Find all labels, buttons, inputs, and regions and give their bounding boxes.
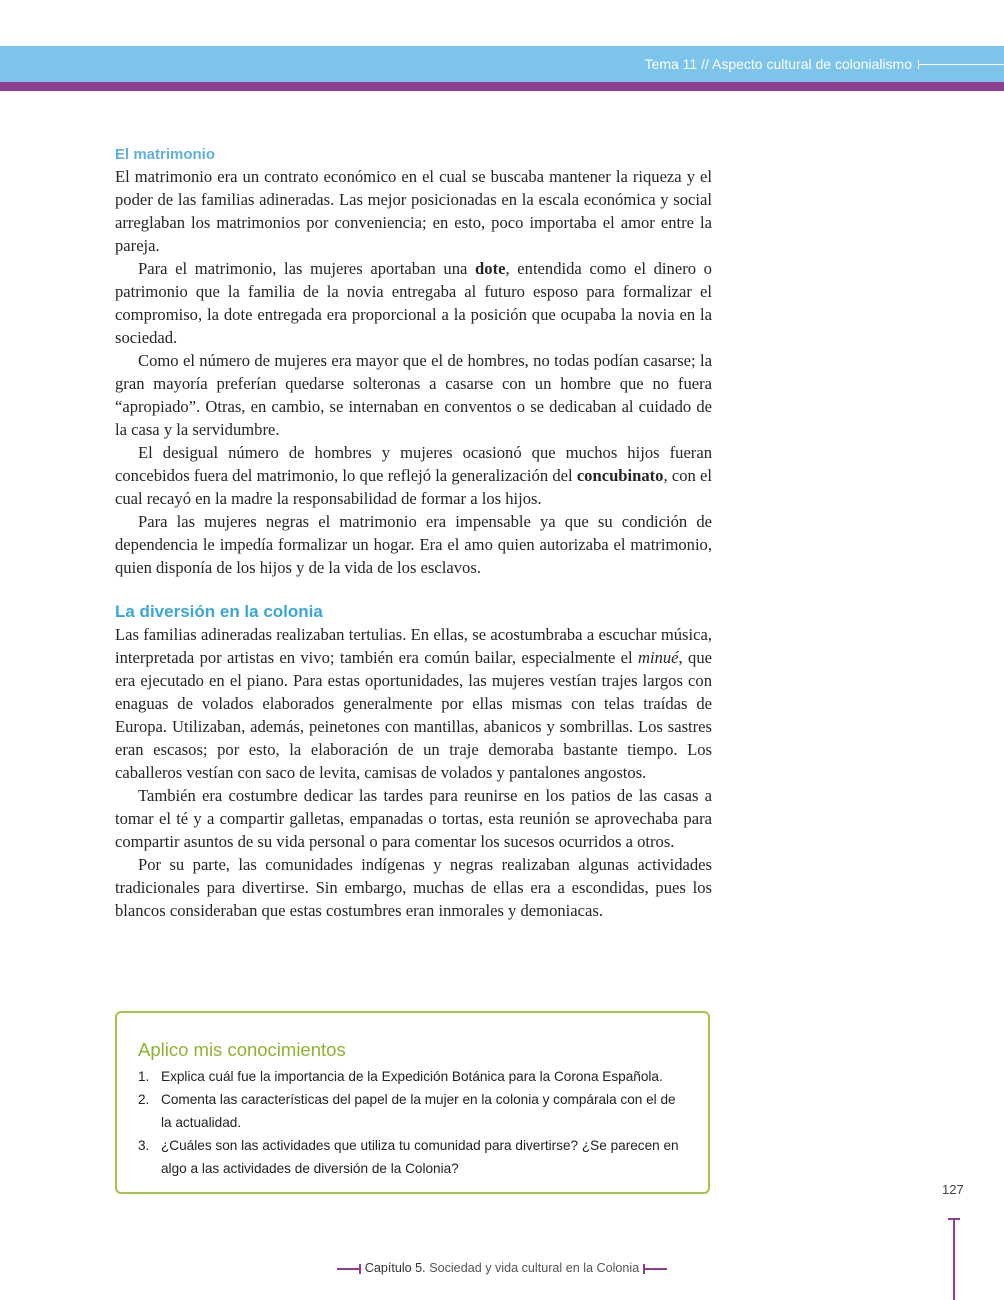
activity-box: [115, 1011, 710, 1194]
header-stripe: [0, 82, 1004, 91]
activity-title: Aplico mis conocimientos: [138, 1039, 346, 1060]
paragraph: El desigual número de hombres y mujeres ocasionó que muchos hijos fueran concebidos fuera del matrimonio, lo que reflejó la generalización del concubinato, con el cual recayó en la madre la responsabilidad de formar a los hijos.: [115, 443, 712, 508]
term-concubinato: concubinato: [576, 466, 664, 485]
header-title: Tema 11 // Aspecto cultural de colonialismo: [644, 56, 912, 72]
activity-list: [138, 1065, 688, 1180]
section-heading-matrimonio: El matrimonio: [115, 146, 216, 163]
footer: [0, 1261, 1004, 1275]
spacer: [115, 579, 712, 601]
footer-title: Sociedad y vida cultural en la Colonia: [429, 1261, 640, 1275]
term-minue: minué: [637, 648, 679, 667]
paragraph: Por su parte, las comunidades indígenas y negras realizaban algunas actividades tradicionales para divertirse. Sin embargo, muchas de ellas era a escondidas, pues los blancos consideraban que estas costumbres eran inmorales y demoniacas.: [115, 855, 712, 920]
page-number: 127: [942, 1182, 964, 1197]
side-line: [953, 1218, 955, 1300]
footer-bar-left: [337, 1268, 361, 1270]
section-heading-diversion: La diversión en la colonia: [115, 602, 323, 621]
paragraph: Para el matrimonio, las mujeres aportaban una dote, entendida como el dinero o patrimonio que la familia de la novia entregaba al futuro esposo para formalizar el compromiso, la dote entregada era proporcional a la posición que ocupaba la novia en la sociedad.: [115, 259, 712, 347]
paragraph: También era costumbre dedicar las tardes para reunirse en los patios de las casas a tomar el té y a compartir galletas, empanadas o tortas, esta reunión se aprovechaba para compartir asuntos de su vida personal o para comentar los sucesos ocurridos a otros.: [115, 786, 712, 851]
list-item: 1. Explica cuál fue la importancia de la Expedición Botánica para la Corona Española.: [138, 1069, 663, 1084]
header-line: [918, 64, 1004, 65]
list-item: 2. Comenta las características del papel de la mujer en la colonia y compárala con el de la actualidad.: [138, 1092, 676, 1130]
list-item: 3. ¿Cuáles son las actividades que utiliza tu comunidad para divertirse? ¿Se parecen en algo a las actividades de diversión de la Colonia?: [138, 1138, 679, 1176]
term-dote: dote: [475, 259, 506, 278]
paragraph: El matrimonio era un contrato económico en el cual se buscaba mantener la riqueza y el poder de las familias adineradas. Las mejor posicionadas en la escala económica y social arreglaban los matrimonios por conveniencia; en esto, poco importaba el amor entre la pareja.: [115, 167, 712, 255]
main-content: [115, 145, 712, 922]
paragraph: Las familias adineradas realizaban tertulias. En ellas, se acostumbraba a escuchar música, interpretada por artistas en vivo; también era común bailar, especialmente el minué, que era ejecutado en el piano. Para estas oportunidades, las mujeres vestían trajes largos con enaguas de volados elaborados generalmente por ellas mismas con telas traídas de Europa. Utilizaban, además, peinetones con mantillas, abanicos y sombrillas. Los sastres eran escasos; por esto, la elaboración de un traje demoraba bastante tiempo. Los caballeros vestían con saco de levita, camisas de volados y pantalones angostos.: [115, 625, 712, 782]
footer-bar-right: [643, 1268, 667, 1270]
footer-chapter: Capítulo 5.: [364, 1261, 426, 1275]
paragraph: Como el número de mujeres era mayor que el de hombres, no todas podían casarse; la gran mayoría preferían quedarse solteronas a casarse con un hombre que no fuera “apropiado”. Otras, en cambio, se internaban en conventos o se dedicaban al cuidado de la casa y la servidumbre.: [115, 351, 712, 439]
paragraph: Para las mujeres negras el matrimonio era impensable ya que su condición de dependencia le impedía formalizar un hogar. Era el amo quien autorizaba el matrimonio, quien disponía de los hijos y de la vida de los esclavos.: [115, 512, 712, 577]
